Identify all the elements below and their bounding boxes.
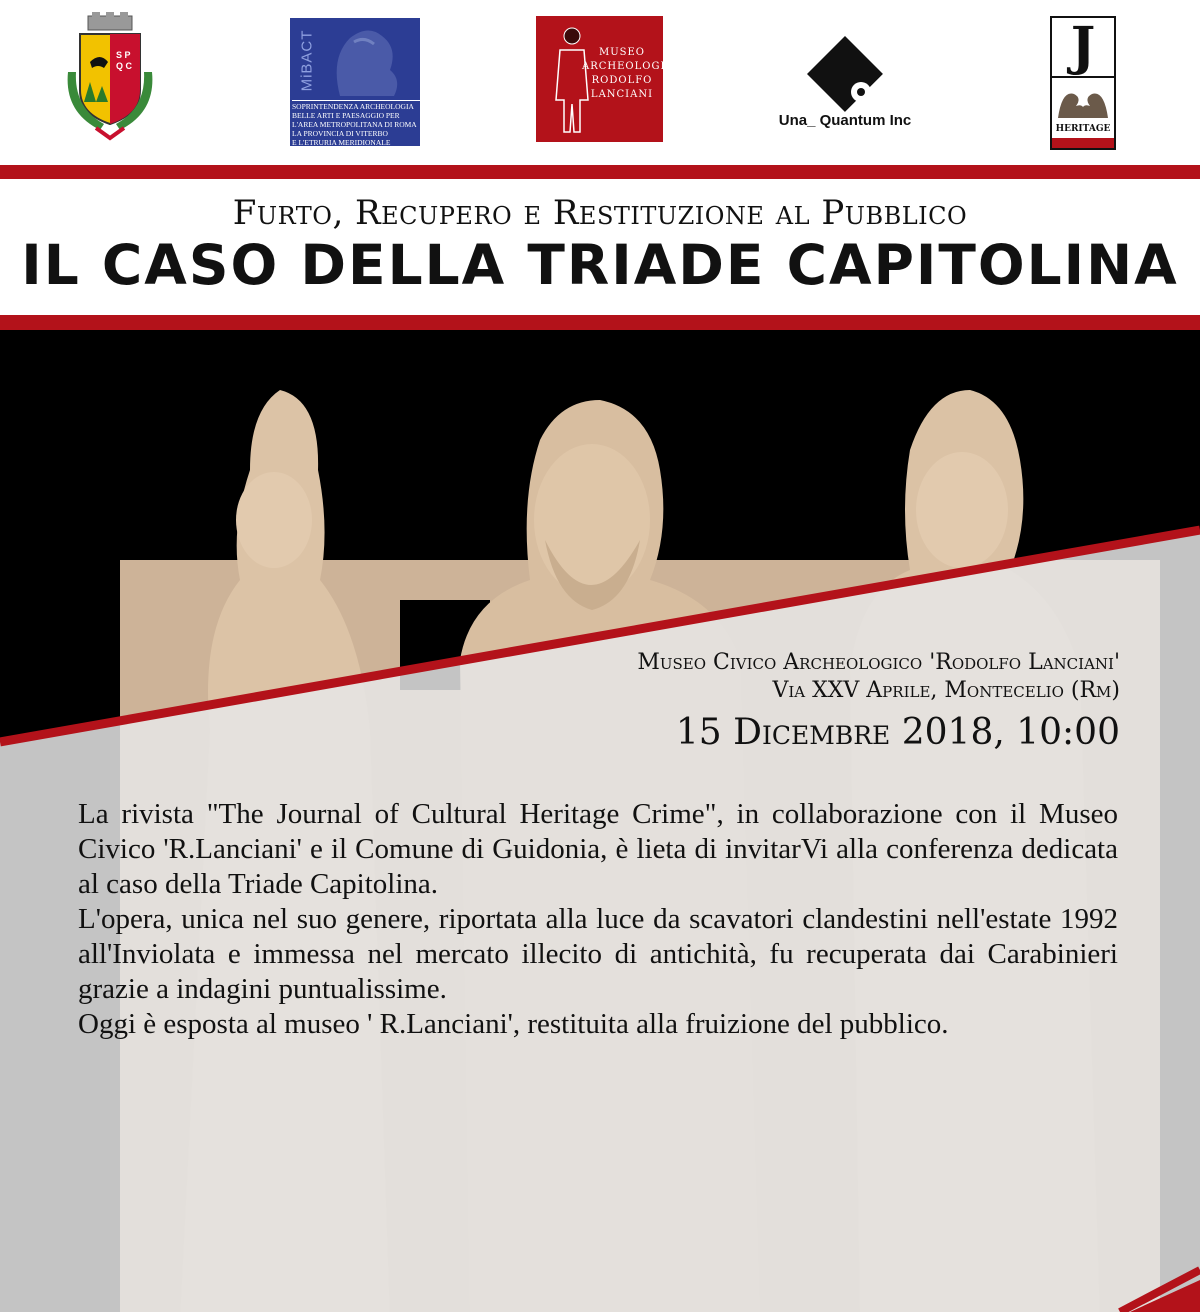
coat-letters: S P Q C	[116, 50, 133, 71]
address-line: Via XXV Aprile, Montecelio (Rm)	[772, 678, 1120, 703]
event-title: IL CASO DELLA TRIADE CAPITOLINA	[21, 233, 1179, 297]
museo-lanciani-text: MUSEO ARCHEOLOGICO RODOLFO LANCIANI	[582, 47, 684, 100]
paragraph-history: L'opera, unica nel suo genere, riportata alla luce da scavatori clandestini nell'estate 1992 all'Inviolata e immessa nel mercato illecito di antichità, fu recuperata dai Carabinieri grazie a indagini puntualissime.	[78, 903, 1118, 1005]
event-subtitle: Furto, Recupero e Restituzione al Pubblico	[232, 193, 968, 233]
datetime-line: 15 Dicembre 2018, 10:00	[675, 712, 1120, 753]
heritage-red-bar	[1052, 138, 1114, 148]
paragraph-today: Oggi è esposta al museo ' R.Lanciani', restituita alla fruizione del pubblico.	[78, 1008, 949, 1040]
mibact-vertical-label: MiBACT	[298, 29, 316, 92]
bottom-red-band	[0, 315, 1200, 330]
heritage-word: HERITAGE	[1055, 124, 1111, 134]
comune-coat-of-arms-logo	[60, 12, 160, 142]
mibact-text: SOPRINTENDENZA ARCHEOLOGIA BELLE ARTI E PAESAGGIO PER L'AREA METROPOLITANA DI ROMA LA PROVINCIA DI VITERBO E L'ETRURIA MERIDIONALE	[292, 100, 420, 146]
museo-lanciani-logo	[536, 16, 684, 142]
mibact-logo	[290, 18, 420, 146]
logo-strip	[0, 0, 1200, 165]
top-red-band	[0, 165, 1200, 179]
paragraph-intro: La rivista "The Journal of Cultural Heritage Crime", in collaborazione con il Museo Civico 'R.Lanciani' e il Comune di Guidonia, è lieta di invitarVi alla conferenza dedicata al caso della Triade Capitolina.	[78, 798, 1118, 900]
una-quantum-label: Una_ Quantum Inc	[778, 112, 912, 129]
invitation-text	[78, 797, 1118, 1042]
heritage-j-letter: J	[1052, 18, 1114, 78]
heritage-crime-logo	[1050, 16, 1116, 150]
venue-line: Museo Civico Archeologico 'Rodolfo Lanciani'	[637, 650, 1120, 675]
title-box	[0, 179, 1200, 315]
una-quantum-logo	[805, 34, 885, 114]
